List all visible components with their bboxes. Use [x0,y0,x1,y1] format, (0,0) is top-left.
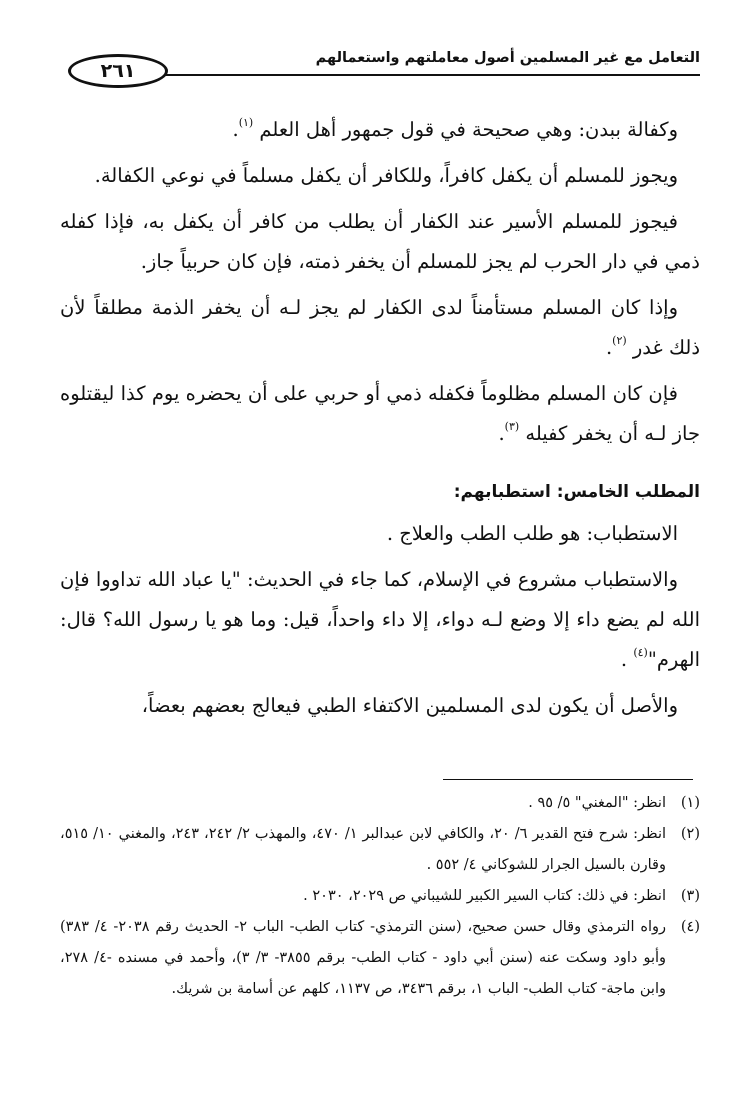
footnote [60,788,700,819]
footnote [60,819,700,881]
footnote-number: (٢) [680,826,700,842]
running-title: التعامل مع غير المسلمين أصول معاملتهم واستعمالهم [315,50,700,66]
paragraph: والاستطباب مشروع في الإسلام، كما جاء في الحديث: "يا عباد الله تداووا فإن الله لم يضع داء إلا وضع لـه دواء، إلا داء واحداً، قيل: وما هو يا رسول الله؟ قال: الهرم"$^{(٤)}$ . [60,568,700,671]
paragraph: فيجوز للمسلم الأسير عند الكفار أن يطلب من كافر أن يكفل به، فإذا كفله ذمي في دار الحرب لم يجز للمسلم أن يخفر ذمته، فإن كان حربياً جاز. [60,210,700,273]
paragraph: ويجوز للمسلم أن يكفل كافراً، وللكافر أن يكفل مسلماً في نوعي الكفالة. [94,164,678,187]
page-number: ٢٦١ [68,54,168,88]
footnote-number: (٤) [680,919,700,935]
paragraph: وإذا كان المسلم مستأمناً لدى الكفار لم يجز لـه أن يخفر الذمة مطلقاً لأن ذلك غدر $^{(٢)}$. [60,296,700,359]
footnotes [60,788,700,1005]
page-header [60,50,700,92]
paragraph: والأصل أن يكون لدى المسلمين الاكتفاء الطبي فيعالج بعضهم بعضاً، [141,694,678,717]
paragraph: وكفالة ببدن: وهي صحيحة في قول جمهور أهل العلم $^{(١)}$. [232,116,678,141]
footnote-ref: (١) [238,116,254,129]
footnote-text: انظر: في ذلك: كتاب السير الكبير للشيباني ص ٢٠٢٩، ٢٠٣٠ . [303,888,666,904]
footnote-ref: (٣) [504,420,520,433]
paragraph: فإن كان المسلم مظلوماً فكفله ذمي أو حربي على أن يحضره يوم كذا ليقتلوه جاز لـه أن يخفر كفيله $^{(٣)}$. [60,382,700,445]
footnote-ref: (٢) [612,334,627,347]
section-heading: المطلب الخامس: استطبابهم: [453,482,700,502]
footnote-number: (٣) [680,888,700,904]
footnote [60,912,700,1005]
footnote-text: انظر: "المغني" ٥/ ٩٥ . [528,795,666,811]
footnote-separator [443,779,693,780]
header-rule [164,74,700,76]
footnote-text: رواه الترمذي وقال حسن صحيح، (سنن الترمذي- كتاب الطب- الباب ٢- الحديث رقم ٢٠٣٨- ٤/ ٣٨٣) وأبو داود وسكت عنه (سنن أبي داود - كتاب الطب- برقم ٣٨٥٥- ٣/ ٣)، وأحمد في مسنده -٤/ ٢٧٨، وابن ماجة- كتاب الطب- الباب ١، برقم ٣٤٣٦، ص ١١٣٧، كلهم عن أسامة بن شريك. [60,919,667,997]
footnote [60,881,700,912]
footnote-text: انظر: شرح فتح القدير ٦/ ٢٠، والكافي لابن عبدالبر ١/ ٤٧٠، والمهذب ٢/ ٢٤٢، ٢٤٣، والمغني ١٠/ ٥١٥، وقارن بالسيل الجرار للشوكاني ٤/ ٥٥٢ . [60,826,667,873]
main-text [60,110,700,732]
footnote-ref: (٤) [633,646,648,659]
paragraph: الاستطباب: هو طلب الطب والعلاج . [386,522,678,545]
footnote-number: (١) [680,795,700,811]
